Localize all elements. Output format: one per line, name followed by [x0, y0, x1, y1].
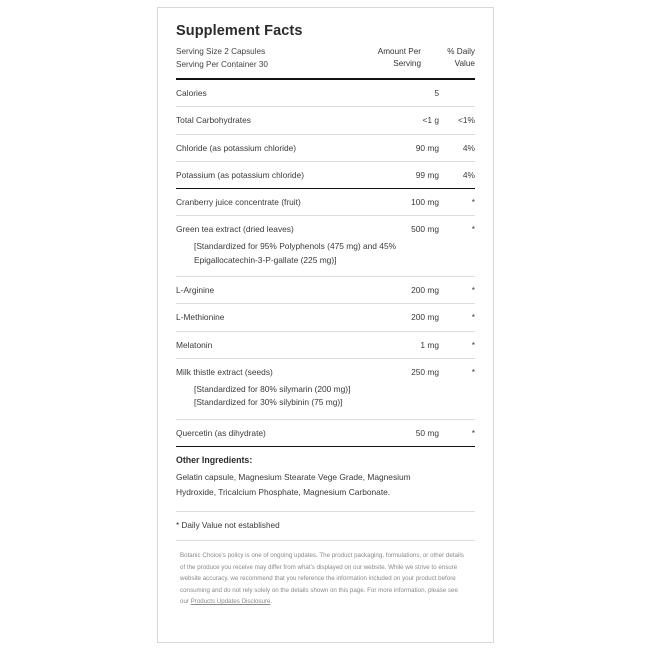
nutrient-row [176, 162, 475, 188]
nutrient-dv: <1% [458, 115, 475, 126]
disclaimer-line: of the produce you receive may differ from what's displayed on our website. While we strive to ensure [180, 563, 458, 571]
disclaimer-prefix: our [180, 598, 191, 606]
nutrient-row [176, 216, 475, 242]
amount-per-serving-header [363, 46, 421, 71]
nutrient-name: Melatonin [176, 339, 213, 350]
other-ingredients-heading: Other Ingredients: [176, 455, 253, 466]
note-line: [Standardized for 95% Polyphenols (475 mg) and 45% [194, 241, 397, 252]
nutrient-amount: <1 g [422, 115, 439, 126]
nutrient-amount: 250 mg [411, 366, 439, 377]
serving-per-container: Serving Per Container 30 [176, 59, 268, 69]
nutrient-dv: * [471, 366, 475, 377]
nutrient-name: Green tea extract (dried leaves) [176, 224, 294, 235]
nutrient-row [176, 332, 475, 358]
nutrient-amount: 50 mg [415, 427, 439, 438]
nutrient-dv: 4% [462, 142, 475, 153]
amount-header-line1: Amount Per [377, 46, 421, 56]
nutrient-row [176, 304, 475, 330]
nutrient-row [176, 107, 475, 133]
nutrient-amount: 1 mg [420, 339, 439, 350]
nutrient-name: L-Arginine [176, 285, 215, 296]
dv-header-line1: % Daily [447, 46, 475, 56]
nutrient-dv: * [471, 427, 475, 438]
nutrient-name: L-Methionine [176, 312, 225, 323]
note-line: Epigallocatechin-3-P-gallate (225 mg)] [194, 254, 337, 265]
nutrient-row [176, 135, 475, 161]
disclaimer-last-line [180, 596, 471, 607]
green-tea-standardization-note [176, 240, 475, 276]
nutrient-row [176, 189, 475, 215]
disclaimer-line: Botanic Choice's policy is one of ongoing updates. The product packaging, formulations, or other details [180, 552, 464, 560]
products-updates-disclosure-link[interactable]: Products Updates Disclosure [190, 598, 271, 606]
nutrient-row [176, 420, 475, 446]
nutrient-row [176, 277, 475, 303]
nutrient-dv: * [471, 197, 475, 207]
nutrient-amount: 200 mg [411, 312, 439, 323]
nutrient-row [176, 359, 475, 385]
disclaimer-suffix: . [270, 598, 273, 606]
nutrient-dv: * [471, 339, 475, 350]
nutrient-amount: 200 mg [411, 285, 439, 296]
nutrient-name: Quercetin (as dihydrate) [176, 427, 266, 438]
nutrient-dv: * [471, 285, 475, 296]
dv-header-line2: Value [454, 59, 475, 69]
nutrient-amount: 99 mg [415, 169, 439, 180]
nutrient-name: Total Carbohydrates [176, 115, 251, 126]
nutrient-name: Calories [176, 88, 207, 99]
column-headers [363, 45, 475, 71]
amount-header-line2: Serving [393, 59, 421, 69]
serving-header [176, 45, 475, 71]
nutrient-dv: * [471, 312, 475, 323]
disclaimer-line: consuming and do not rely solely on the details shown on this page. For more information, please see [180, 586, 458, 594]
nutrient-dv: 4% [462, 169, 475, 180]
nutrient-name: Potassium (as potassium chloride) [176, 169, 305, 180]
serving-info [176, 45, 268, 71]
other-ingredients-line: Gelatin capsule, Magnesium Stearate Vege Grade, Magnesium [176, 472, 411, 483]
nutrient-amount: 5 [434, 88, 439, 99]
nutrient-amount: 100 mg [411, 197, 439, 207]
daily-value-header [439, 46, 475, 71]
nutrient-name: Cranberry juice concentrate (fruit) [176, 197, 301, 207]
daily-value-footnote: * Daily Value not established [176, 521, 280, 531]
nutrient-name: Chloride (as potassium chloride) [176, 142, 297, 153]
disclaimer-line: website accuracy, we recommend that you reference the information included on your product before [180, 575, 456, 583]
nutrient-name: Milk thistle extract (seeds) [176, 366, 273, 377]
disclaimer-text [176, 541, 475, 607]
note-line: [Standardized for 80% silymarin (200 mg)] [194, 384, 351, 394]
supplement-facts-panel [157, 7, 494, 643]
nutrient-row [176, 80, 475, 106]
milk-thistle-standardization-note [176, 383, 475, 419]
nutrient-amount: 90 mg [415, 142, 439, 153]
note-line: [Standardized for 30% silybinin (75 mg)] [194, 397, 343, 408]
other-ingredients-text [176, 470, 475, 511]
nutrient-dv: * [471, 224, 475, 235]
serving-size: Serving Size 2 Capsules [176, 46, 266, 56]
panel-title: Supplement Facts [176, 23, 303, 39]
nutrient-amount: 500 mg [411, 224, 439, 235]
other-ingredients-line: Hydroxide, Tricalcium Phosphate, Magnesium Carbonate. [176, 486, 391, 497]
